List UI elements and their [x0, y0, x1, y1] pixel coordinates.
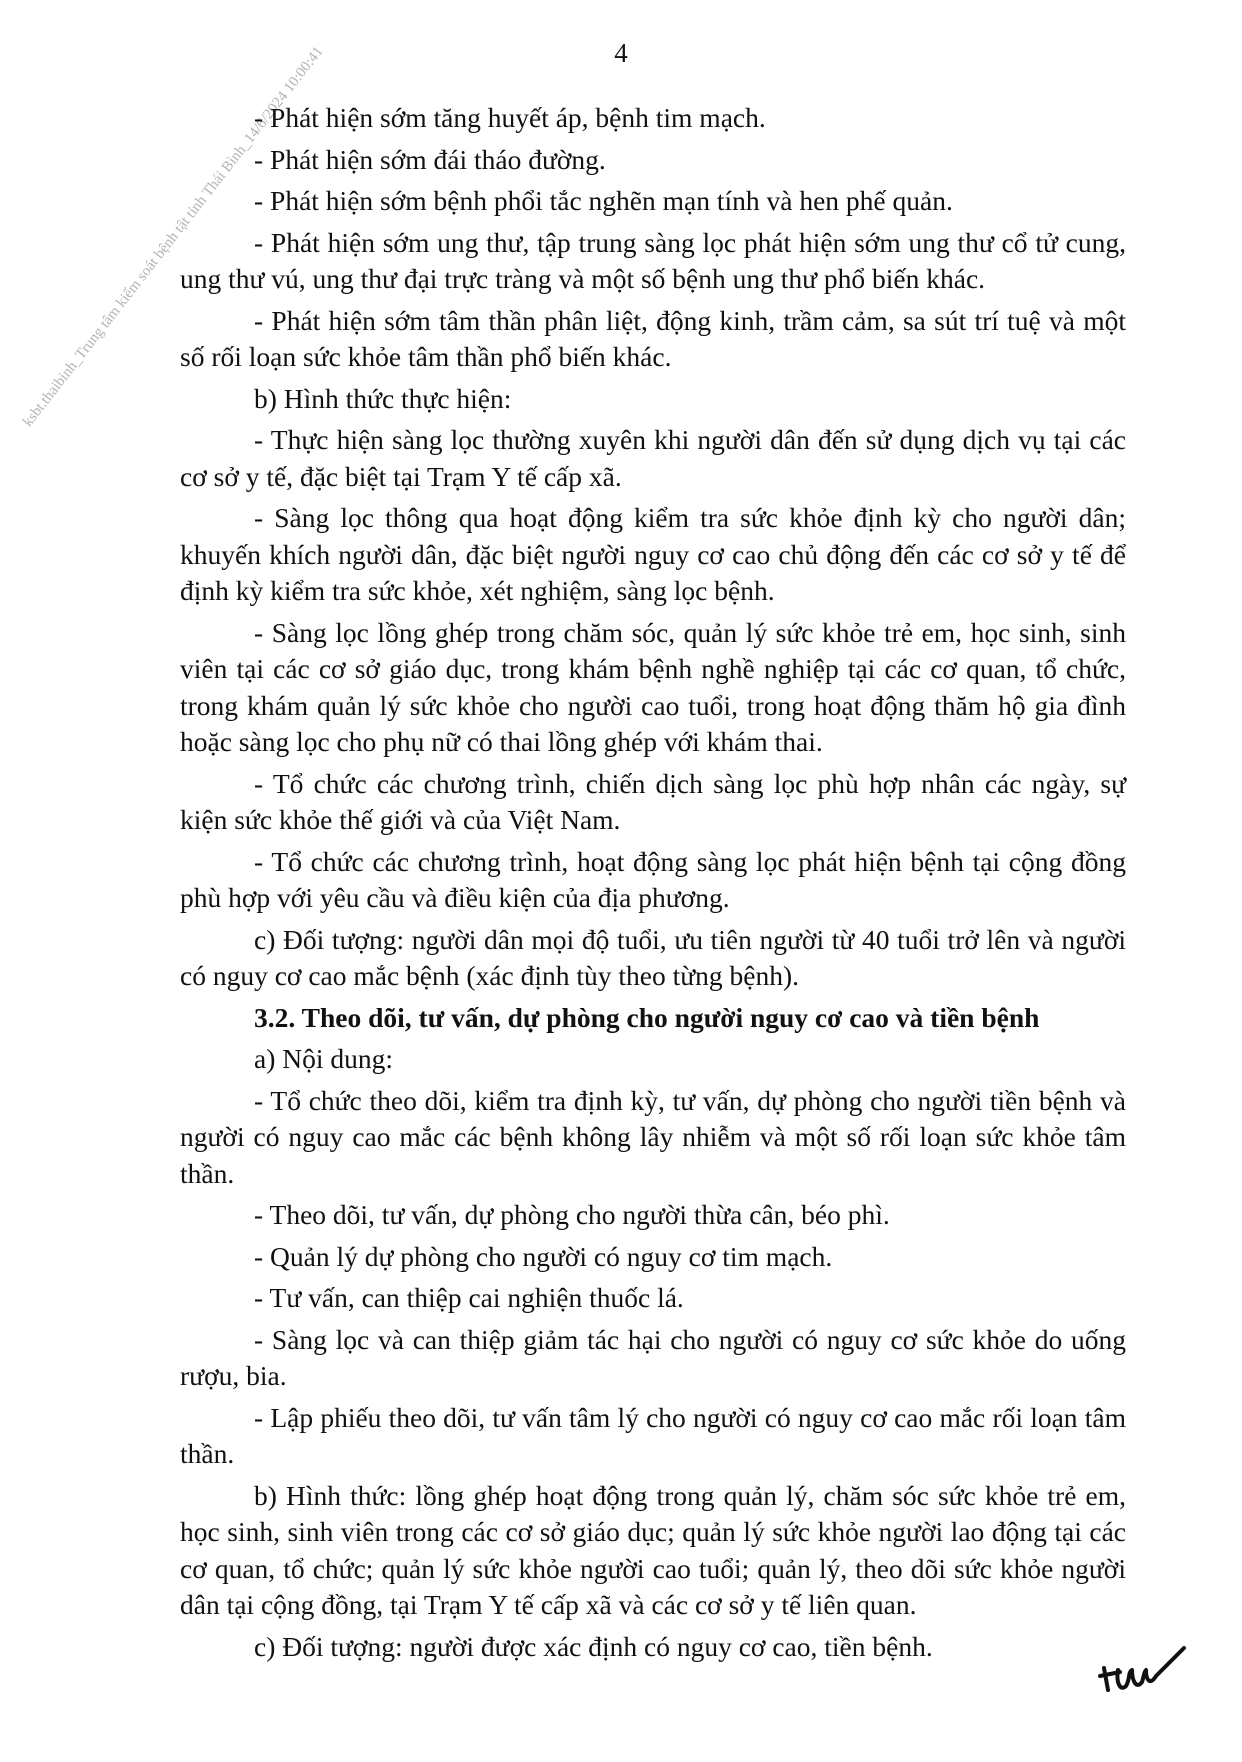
- paragraph: - Tổ chức theo dõi, kiểm tra định kỳ, tư vấn, dự phòng cho người tiền bệnh và người có nguy cao mắc các bệnh không lây nhiễm và một số rối loạn sức khỏe tâm thần.: [180, 1084, 1126, 1189]
- paragraph: - Tổ chức các chương trình, chiến dịch sàng lọc phù hợp nhân các ngày, sự kiện sức khỏe thế giới và của Việt Nam.: [180, 767, 1126, 835]
- paragraph: - Theo dõi, tư vấn, dự phòng cho người thừa cân, béo phì.: [254, 1199, 890, 1230]
- watermark-text: ksbt.thaibinh_Trung tâm kiểm soát bệnh tật tỉnh Thái Bình_14/6/2024 10:00:41: [20, 43, 327, 430]
- paragraph: - Quản lý dự phòng cho người có nguy cơ tim mạch.: [254, 1240, 833, 1272]
- paragraph: - Sàng lọc thông qua hoạt động kiểm tra sức khỏe định kỳ cho người dân; khuyến khích người dân, đặc biệt người nguy cơ cao chủ động đến các cơ sở y tế để định kỳ kiểm tra sức khỏe, xét nghiệm, sàng lọc bệnh.: [180, 502, 1126, 606]
- paragraph: - Phát hiện sớm tăng huyết áp, bệnh tim mạch.: [254, 102, 766, 133]
- paragraph: c) Đối tượng: người được xác định có nguy cơ cao, tiền bệnh.: [254, 1630, 933, 1662]
- paragraph: - Phát hiện sớm đái tháo đường.: [254, 143, 606, 175]
- paragraph: a) Nội dung:: [254, 1043, 394, 1074]
- signature-mark: [1098, 1646, 1188, 1706]
- paragraph: - Tư vấn, can thiệp cai nghiện thuốc lá.: [254, 1282, 684, 1313]
- paragraph: b) Hình thức: lồng ghép hoạt động trong quản lý, chăm sóc sức khỏe trẻ em, học sinh, sinh viên trong các cơ sở giáo dục; quản lý sức khỏe người lao động tại các cơ quan, tổ chức; quản lý sức khỏe người cao tuổi; quản lý, theo dõi sức khỏe người dân tại cộng đồng, tại Trạm Y tế cấp xã và các cơ sở y tế liên quan.: [180, 1479, 1126, 1620]
- section-heading: 3.2. Theo dõi, tư vấn, dự phòng cho người nguy cơ cao và tiền bệnh: [254, 1001, 1040, 1033]
- paragraph: b) Hình thức thực hiện:: [254, 382, 512, 414]
- page-number: 4: [614, 38, 628, 68]
- paragraph: - Thực hiện sàng lọc thường xuyên khi người dân đến sử dụng dịch vụ tại các cơ sở y tế, đặc biệt tại Trạm Y tế cấp xã.: [180, 424, 1126, 492]
- paragraph: - Phát hiện sớm tâm thần phân liệt, động kinh, trầm cảm, sa sút trí tuệ và một số rối loạn sức khỏe tâm thần phổ biến khác.: [180, 304, 1126, 372]
- paragraph: - Phát hiện sớm ung thư, tập trung sàng lọc phát hiện sớm ung thư cổ tử cung, ung thư vú, ung thư đại trực tràng và một số bệnh ung thư phổ biến khác.: [180, 226, 1126, 294]
- paragraph: - Tổ chức các chương trình, hoạt động sàng lọc phát hiện bệnh tại cộng đồng phù hợp với yêu cầu và điều kiện của địa phương.: [180, 845, 1126, 913]
- paragraph: - Sàng lọc và can thiệp giảm tác hại cho người có nguy cơ sức khỏe do uống rượu, bia.: [180, 1323, 1126, 1391]
- paragraph: - Sàng lọc lồng ghép trong chăm sóc, quản lý sức khỏe trẻ em, học sinh, sinh viên tại các cơ sở giáo dục, trong khám bệnh nghề nghiệp tại các cơ quan, tổ chức, trong khám quản lý sức khỏe cho người cao tuổi, trong hoạt động thăm hộ gia đình hoặc sàng lọc cho phụ nữ có thai lồng ghép với khám thai.: [180, 616, 1126, 757]
- document-body: [180, 100, 1126, 1670]
- paragraph: c) Đối tượng: người dân mọi độ tuổi, ưu tiên người từ 40 tuổi trở lên và người có nguy cơ cao mắc bệnh (xác định tùy theo từng bệnh).: [180, 923, 1126, 991]
- paragraph: - Lập phiếu theo dõi, tư vấn tâm lý cho người có nguy cơ cao mắc rối loạn tâm thần.: [180, 1401, 1126, 1469]
- paragraph: - Phát hiện sớm bệnh phổi tắc nghẽn mạn tính và hen phế quản.: [254, 185, 953, 216]
